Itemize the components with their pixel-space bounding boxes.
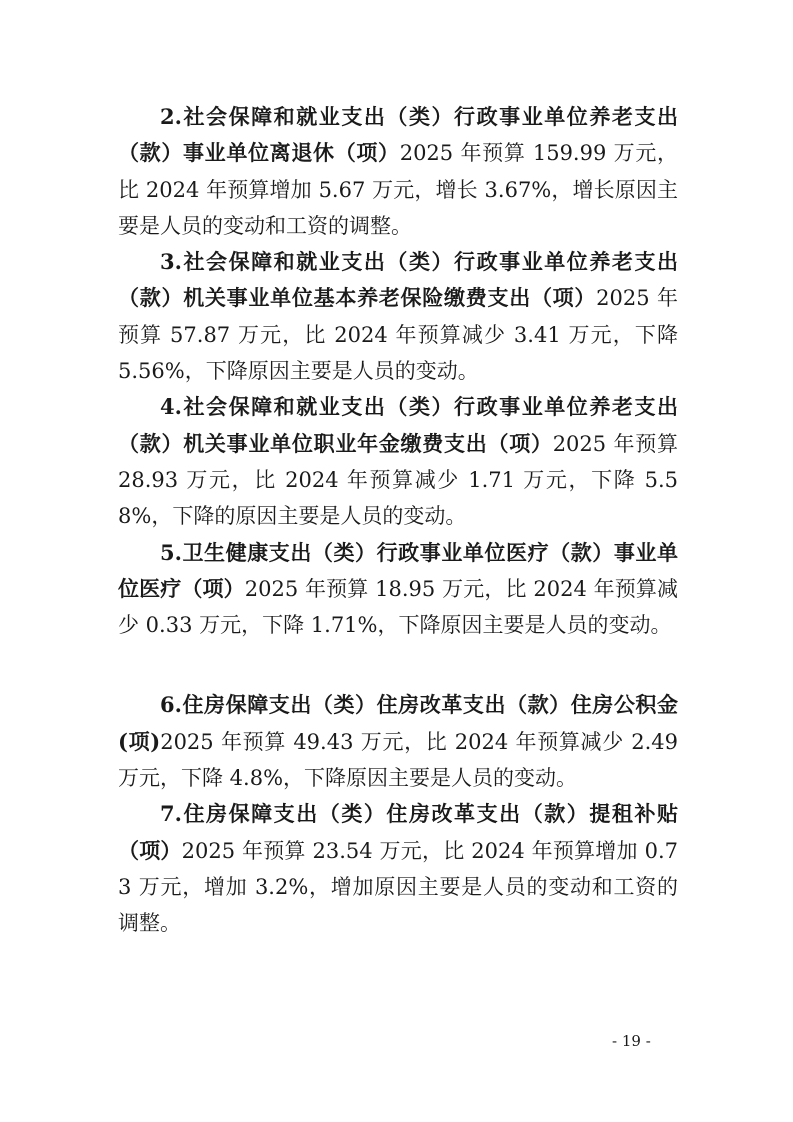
page-number: - 19 -	[612, 1032, 651, 1050]
paragraph-item-2	[118, 99, 678, 244]
paragraph-heading: 5.卫生健康支出（类）行政事业单位医疗（款）事业单位医疗（项）	[118, 539, 678, 601]
paragraph-text: 2025 年预算 28.93 万元，比 2024 年预算减少 1.71 万元，下降 5.58%，下降的原因主要是人员的变动。	[118, 431, 679, 529]
paragraph-text: 2025 年预算 49.43 万元，比 2024 年预算减少 2.49 万元，下降 4.8%，下降原因主要是人员的变动。	[118, 729, 678, 791]
paragraph-item-7	[118, 796, 678, 941]
document-body	[118, 99, 678, 942]
paragraph-heading: 6.住房保障支出（类）住房改革支出（款）住房公积金(项)	[118, 692, 678, 754]
paragraph-item-6	[118, 687, 678, 796]
paragraph-heading: 4.社会保障和就业支出（类）行政事业单位养老支出（款）机关事业单位职业年金缴费支出（项）	[118, 394, 678, 456]
paragraph-text: 2025 年预算 159.99 万元，比 2024 年预算增加 5.67 万元，增长 3.67%，增长原因主要是人员的变动和工资的调整。	[118, 141, 679, 238]
paragraph-text: 2025 年预算 57.87 万元，比 2024 年预算减少 3.41 万元，下降 5.56%，下降原因主要是人员的变动。	[118, 286, 678, 384]
paragraph-item-5	[118, 535, 678, 644]
paragraph-heading: 7.住房保障支出（类）住房改革支出（款）提租补贴（项）	[118, 801, 678, 863]
paragraph-item-4	[118, 389, 678, 534]
paragraph-item-3	[118, 244, 678, 389]
paragraph-text: 2025 年预算 23.54 万元，比 2024 年预算增加 0.73 万元，增加 3.2%，增加原因主要是人员的变动和工资的调整。	[118, 838, 679, 936]
paragraph-heading: 3.社会保障和就业支出（类）行政事业单位养老支出（款）机关事业单位基本养老保险缴费支出（项）	[118, 249, 678, 311]
paragraph-text: 2025 年预算 18.95 万元，比 2024 年预算减少 0.33 万元，下降 1.71%，下降原因主要是人员的变动。	[118, 576, 678, 638]
paragraph-heading: 2.社会保障和就业支出（类）行政事业单位养老支出（款）事业单位离退休（项）	[118, 104, 678, 166]
